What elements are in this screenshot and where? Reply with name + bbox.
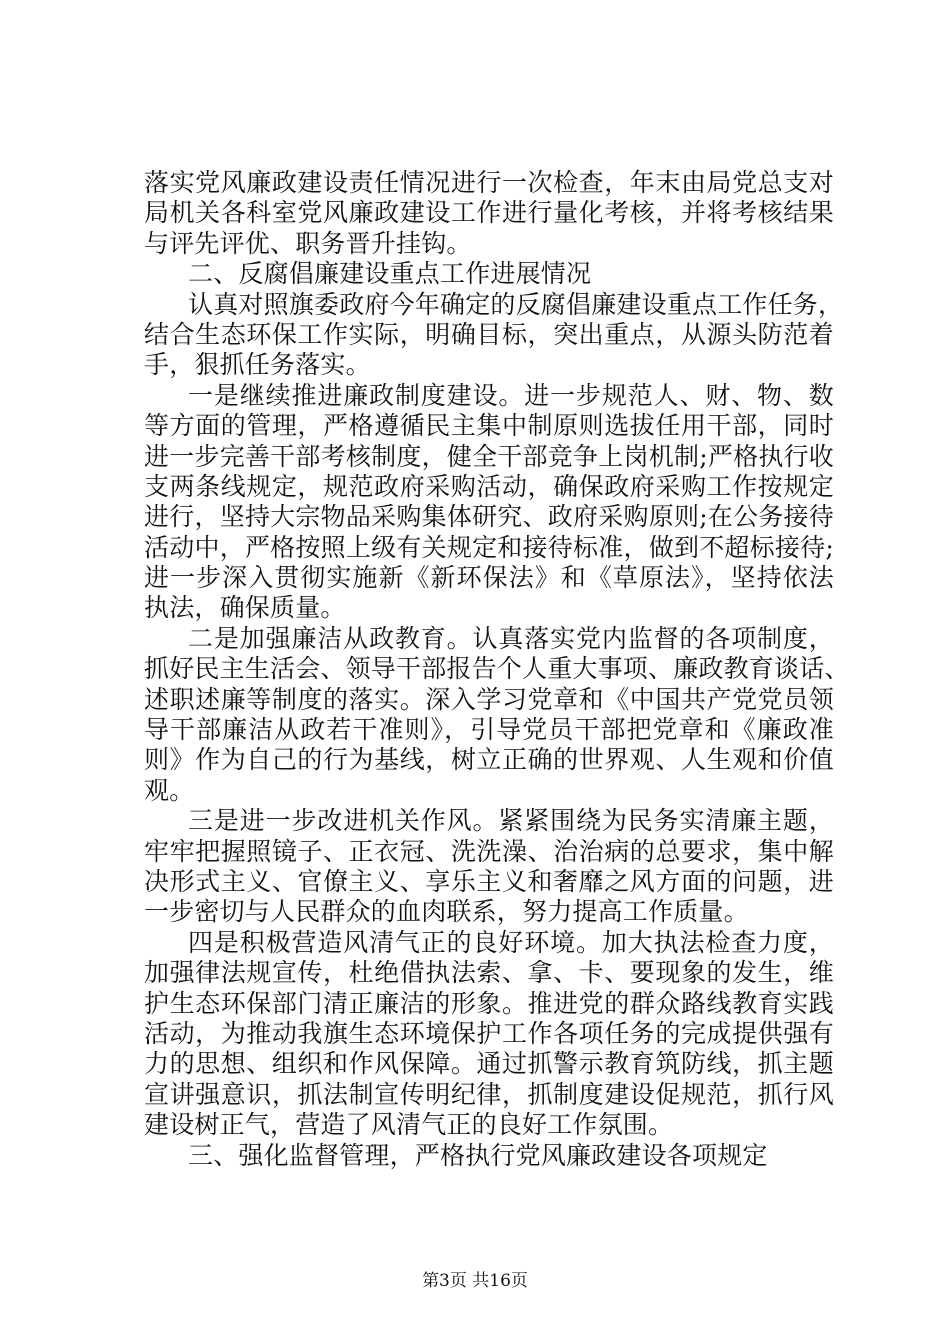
text-line: 三是进一步改进机关作风。紧紧围绕为民务实清廉主题， (188, 806, 834, 836)
text-line: 进一步深入贯彻实施新《新环保法》和《草原法》，坚持依法 (144, 563, 834, 593)
text-line: 进一步完善干部考核制度，健全干部竞争上岗机制;严格执行收 (144, 441, 834, 471)
text-line: 牢牢把握照镜子、正衣冠、洗洗澡、治治病的总要求，集中解 (144, 836, 834, 866)
text-line: 宣讲强意识，抓法制宣传明纪律，抓制度建设促规范，抓行风 (144, 1079, 834, 1109)
text-line: 局机关各科室党风廉政建设工作进行量化考核，并将考核结果 (144, 198, 834, 228)
document-body (144, 168, 850, 1171)
page-number-footer: 第3页 共16页 (422, 1271, 528, 1291)
text-line: 进行，坚持大宗物品采购集体研究、政府采购原则;在公务接待 (144, 502, 834, 532)
text-line: 手，狠抓任务落实。 (144, 350, 371, 380)
text-line: 观。 (144, 775, 195, 805)
text-line: 活动中，严格按照上级有关规定和接待标准，做到不超标接待; (144, 532, 834, 562)
text-line: 二、反腐倡廉建设重点工作进展情况 (188, 259, 592, 289)
text-line: 支两条线规定，规范政府采购活动，确保政府采购工作按规定 (144, 471, 834, 501)
text-line: 建设树正气，营造了风清气正的良好工作氛围。 (144, 1110, 674, 1140)
text-line: 护生态环保部门清正廉洁的形象。推进党的群众路线教育实践 (144, 988, 834, 1018)
text-line: 抓好民主生活会、领导干部报告个人重大事项、廉政教育谈话、 (144, 654, 850, 684)
text-line: 落实党风廉政建设责任情况进行一次检查，年末由局党总支对 (144, 168, 834, 197)
text-line: 一是继续推进廉政制度建设。进一步规范人、财、物、数 (188, 380, 834, 410)
text-line: 则》作为自己的行为基线，树立正确的世界观、人生观和价值 (144, 745, 834, 775)
text-line: 一步密切与人民群众的血肉联系，努力提高工作质量。 (144, 897, 749, 927)
text-line: 加强律法规宣传，杜绝借执法索、拿、卡、要现象的发生，维 (144, 958, 834, 988)
text-line: 活动，为推动我旗生态环境保护工作各项任务的完成提供强有 (144, 1018, 834, 1048)
text-line: 力的思想、组织和作风保障。通过抓警示教育筑防线，抓主题 (144, 1049, 834, 1079)
text-line: 执法，确保质量。 (144, 593, 346, 623)
text-line: 决形式主义、官僚主义、享乐主义和奢靡之风方面的问题，进 (144, 866, 834, 896)
text-line: 四是积极营造风清气正的良好环境。加大执法检查力度， (188, 927, 834, 957)
text-line: 二是加强廉洁从政教育。认真落实党内监督的各项制度， (188, 623, 834, 653)
text-line: 述职述廉等制度的落实。深入学习党章和《中国共产党党员领 (144, 684, 834, 714)
text-line: 认真对照旗委政府今年确定的反腐倡廉建设重点工作任务， (188, 289, 844, 319)
text-line: 三、强化监督管理，严格执行党风廉政建设各项规定 (188, 1140, 768, 1170)
text-line: 导干部廉洁从政若干准则》，引导党员干部把党章和《廉政准 (144, 715, 834, 745)
text-line: 与评先评优、职务晋升挂钩。 (144, 228, 472, 258)
text-line: 结合生态环保工作实际，明确目标，突出重点，从源头防范着 (144, 319, 834, 349)
text-line: 等方面的管理，严格遵循民主集中制原则选拔任用干部，同时 (144, 411, 834, 441)
